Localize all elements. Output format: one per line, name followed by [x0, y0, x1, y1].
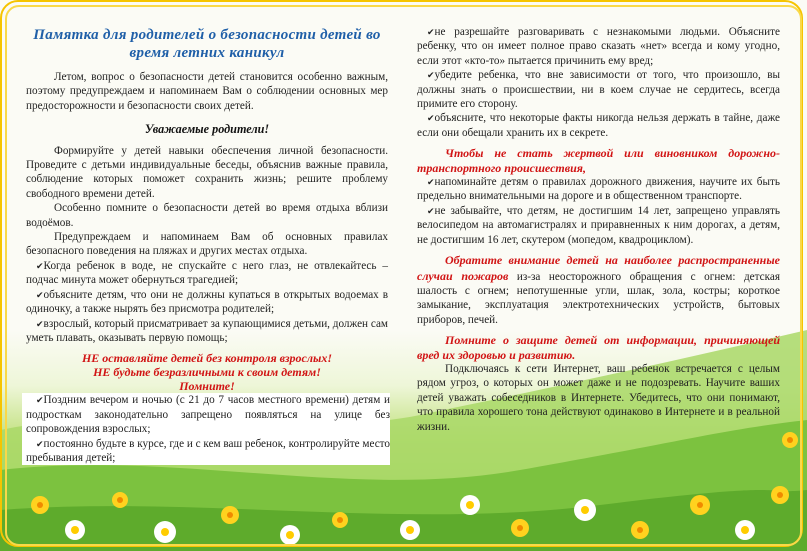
beach-paragraph: Предупреждаем и напоминаем Вам об основных правилах безопасного поведения на пляжах и других местах отдыха.: [26, 231, 388, 258]
stranger-rule-item: ✔ убедите ребенка, что вне зависимости от того, что произошло, вы должны знать о происшествии, ни в коем случае не сердитесь, всегда примите его сторону.: [417, 68, 780, 111]
info-heading: Помните о защите детей от информации, причиняющей вред их здоровью и развитию.: [417, 333, 780, 362]
traffic-rule-item: ✔ не забывайте, что детям, не достигшим 14 лет, запрещено управлять велосипедом на автомагистралях и приравненных к ним дорогах, а детям, не достигшим 16 лет, скутером (мопедом, квадроциклом).: [417, 204, 780, 247]
warning-line: НЕ будьте безразличными к своим детям!: [93, 365, 321, 380]
traffic-rule-item: ✔ напоминайте детям о правилах дорожного движения, научите их быть предельно внимательными на дороге и в общественном транспорте.: [417, 175, 780, 204]
water-rule-item: ✔ взрослый, который присматривает за купающимися детьми, должен сам уметь плавать, оказывать первую помощь;: [26, 317, 388, 346]
intro-paragraph: Летом, вопрос о безопасности детей становится особенно важным, поэтому предупреждаем и напоминаем Вам о соблюдении основных мер предосторожности и безопасности своих детей.: [26, 71, 388, 112]
water-rule-item: ✔ объясните детям, что они не должны купаться в открытых водоемах в одиночку, а также нырять без присмотра родителей;: [26, 288, 388, 317]
evening-rule-item: ✔ Поздним вечером и ночью (с 21 до 7 часов местного времени) детям и подросткам законодательно запрещено появляться на улице без сопровождения взрослых;: [26, 393, 390, 436]
page-title: Памятка для родителей о безопасности детей во время летних каникул: [33, 27, 381, 61]
evening-rules-box: [22, 393, 390, 465]
left-column: [26, 27, 388, 465]
stranger-rule-item: ✔ не разрешайте разговаривать с незнакомыми людьми. Объясните ребенку, что он имеет полное право сказать «нет» всегда и кому угодно, если этот «кто-то» пытается причинить ему вред;: [417, 25, 780, 68]
info-paragraph: Подключаясь к сети Интернет, ваш ребенок встречается с целым рядом угроз, о которых он может даже и не подозревать. Научите ваших детей уважать собеседников в Интернете. Убедитесь, что они понимают, что правила хорошего тона действуют одинаково в Интернете и в реальной жизни.: [417, 362, 780, 433]
greeting-heading: Уважаемые родители!: [144, 122, 270, 137]
skills-paragraph: Формируйте у детей навыки обеспечения личной безопасности. Проведите с детьми индивидуальные беседы, объяснив важные правила, соблюдение которых поможет сохранить жизнь; решите проблему свободного времени детей.: [26, 144, 388, 200]
warning-line: НЕ оставляйте детей без контроля взрослых!: [81, 351, 333, 366]
fire-heading: Обратите внимание детей на наиболее распространенные случаи пожаров: [417, 253, 780, 283]
traffic-heading: Чтобы не стать жертвой или виновником дорожно-транспортного происшествия,: [417, 146, 780, 175]
water-paragraph: Особенно помните о безопасности детей во время отдыха вблизи водоёмов.: [26, 202, 388, 229]
right-column: [417, 25, 780, 434]
evening-rule-item: ✔ постоянно будьте в курсе, где и с кем ваш ребенок, контролируйте место пребывания детей;: [26, 437, 390, 466]
fire-text: из-за неосторожного обращения с огнем: детская шалость с огнем; непотушенные угли, шлак, зола, костры; короткое замыкание, эксплуатация электротехнических устройств, бытовых приборов, печей.: [417, 270, 780, 326]
remember-heading: Помните!: [179, 379, 235, 394]
stranger-rule-item: ✔ объясните, что некоторые факты никогда нельзя держать в тайне, даже если они обещали хранить их в секрете.: [417, 111, 780, 140]
water-rule-item: ✔ Когда ребенок в воде, не спускайте с него глаз, не отвлекайтесь – подчас минута может обернуться трагедией;: [26, 259, 388, 288]
fire-paragraph: [417, 253, 780, 327]
